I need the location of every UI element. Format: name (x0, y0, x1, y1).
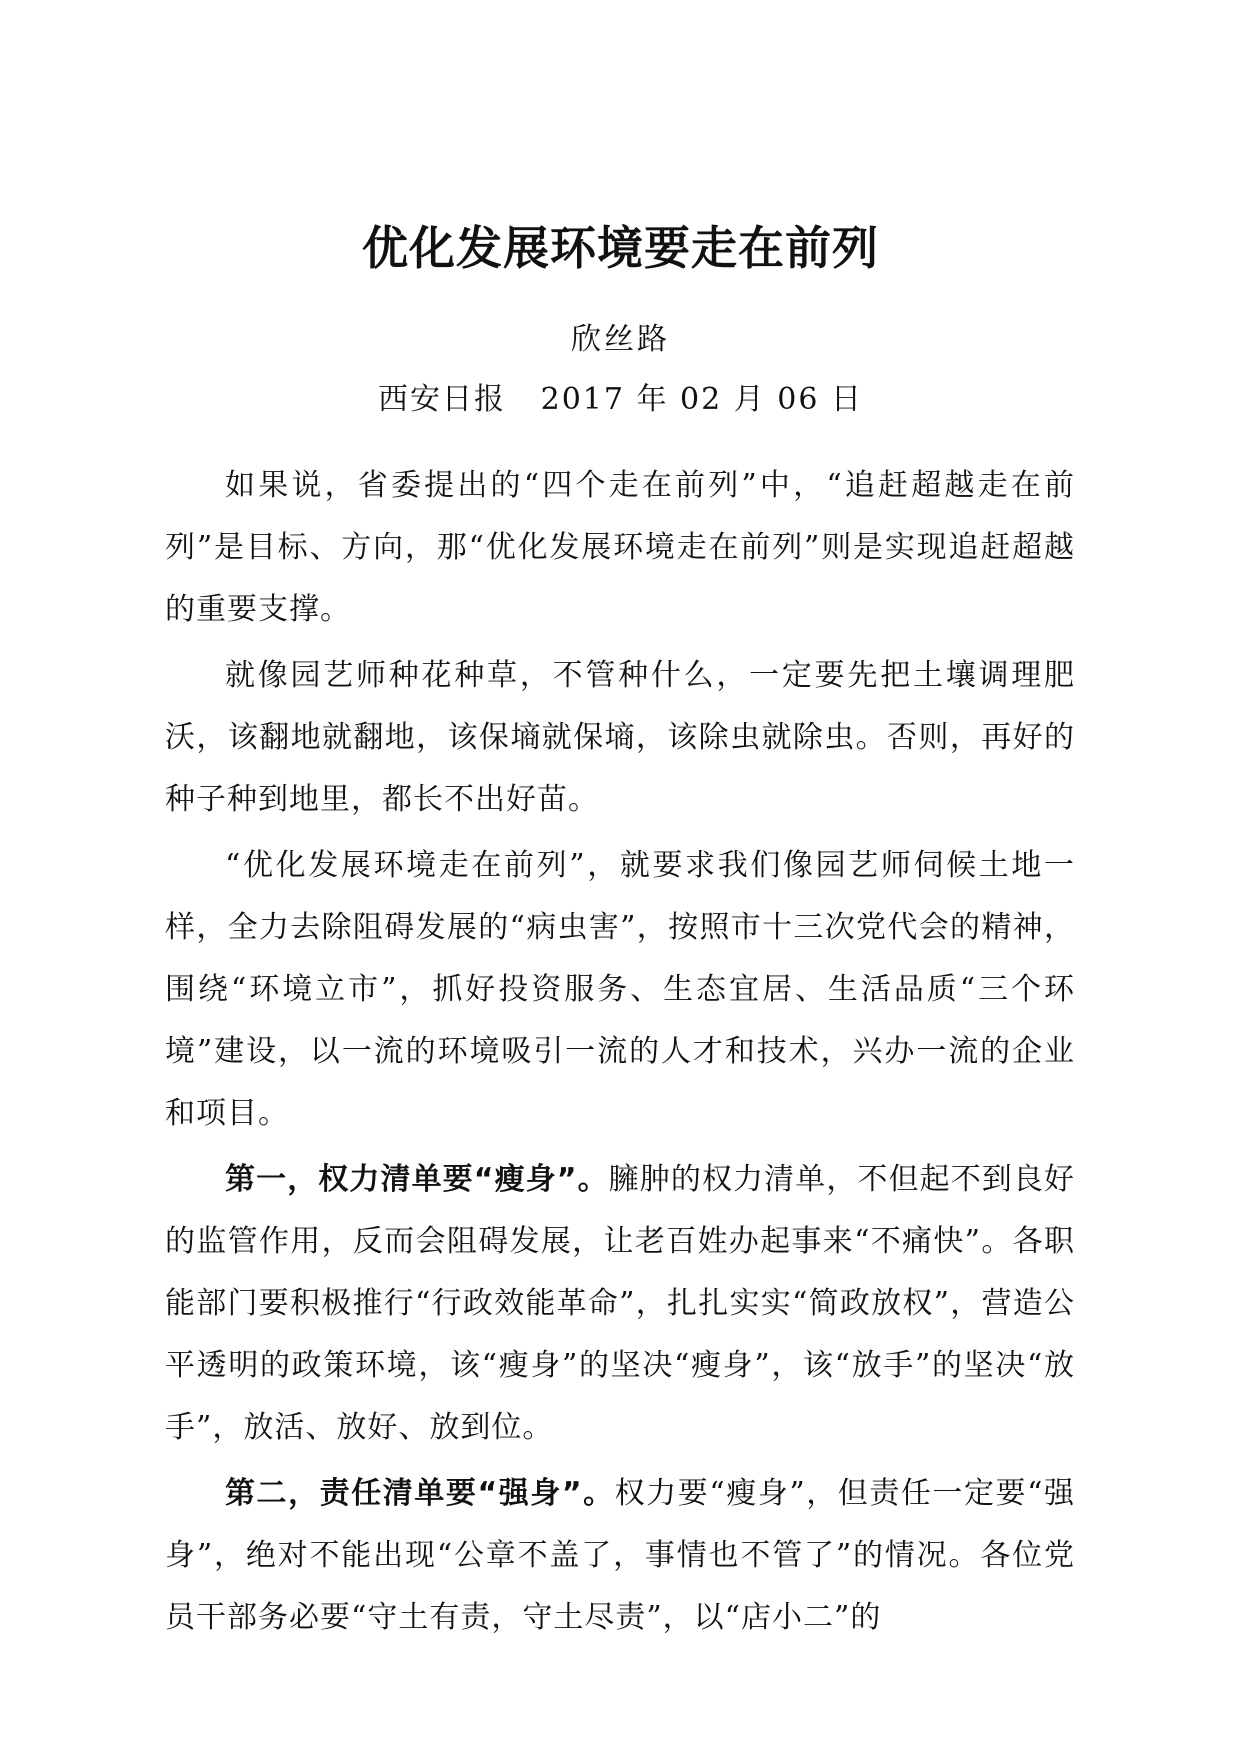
paragraph-text: 权力要“瘦身”，但责任一定要“强身”，绝对不能出现“公章不盖了，事情也不管了”的情况。各位党员干部务必要“守土有责，守土尽责”，以“店小二”的 (165, 1476, 1075, 1635)
paragraph (165, 455, 1075, 641)
paragraph (165, 835, 1075, 1145)
article-title: 优化发展环境要走在前列 (362, 221, 879, 275)
paragraph-lead: 第一，权力清单要“瘦身”。 (225, 1162, 609, 1197)
paragraph (165, 1463, 1075, 1649)
source-paper: 西安日报 (378, 382, 506, 417)
article-author: 欣丝路 (571, 322, 670, 357)
paragraph-text: 就像园艺师种花种草，不管种什么，一定要先把土壤调理肥沃，该翻地就翻地，该保墒就保墒，该除虫就除虫。否则，再好的种子种到地里，都长不出好苗。 (165, 658, 1075, 817)
paragraph-lead: 第二，责任清单要“强身”。 (225, 1476, 615, 1511)
paragraph (165, 645, 1075, 831)
article-source (0, 378, 1241, 422)
paragraph-text: 如果说，省委提出的“四个走在前列”中，“追赶超越走在前列”是目标、方向，那“优化发展环境走在前列”则是实现追赶超越的重要支撑。 (165, 468, 1075, 627)
paragraph-text: “优化发展环境走在前列”，就要求我们像园艺师伺候土地一样，全力去除阻碍发展的“病虫害”，按照市十三次党代会的精神，围绕“环境立市”，抓好投资服务、生态宜居、生活品质“三个环境”建设，以一流的环境吸引一流的人才和技术，兴办一流的企业和项目。 (165, 848, 1075, 1131)
paragraph (165, 1149, 1075, 1459)
article-body (165, 455, 1075, 1653)
paragraph-text: 臃肿的权力清单，不但起不到良好的监管作用，反而会阻碍发展，让老百姓办起事来“不痛快”。各职能部门要积极推行“行政效能革命”，扎扎实实“简政放权”，营造公平透明的政策环境，该“瘦身”的坚决“瘦身”，该“放手”的坚决“放手”，放活、放好、放到位。 (165, 1162, 1076, 1445)
source-gap (506, 382, 541, 417)
source-date: 2017 年 02 月 06 日 (540, 382, 863, 417)
